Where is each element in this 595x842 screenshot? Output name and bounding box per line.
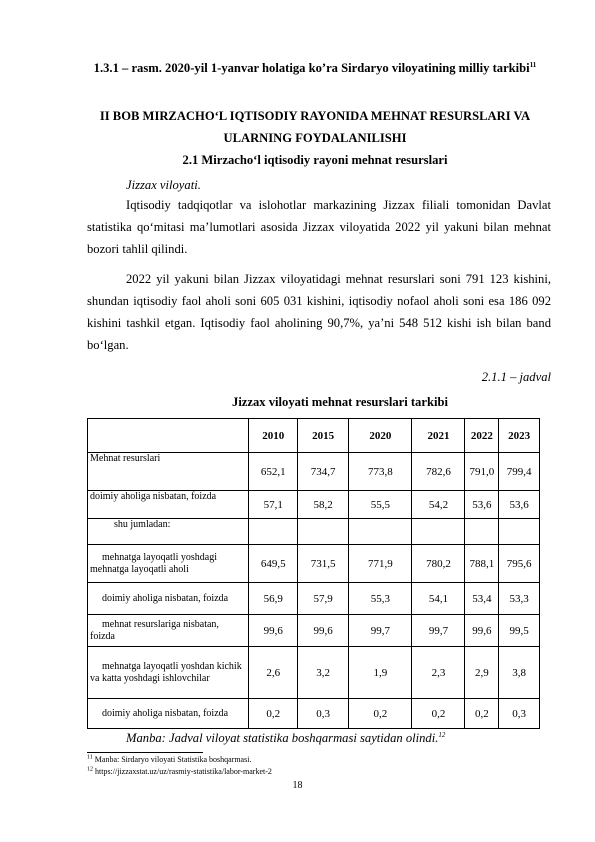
cell: 652,1 (249, 453, 298, 491)
cell: 0,2 (349, 699, 412, 729)
cell: 99,6 (249, 615, 298, 647)
cell: 0,3 (298, 699, 349, 729)
cell: 57,1 (249, 491, 298, 519)
cell: 99,6 (298, 615, 349, 647)
cell: 58,2 (298, 491, 349, 519)
cell: 55,5 (349, 491, 412, 519)
table-row (88, 453, 540, 491)
row-label: mehnatga layoqatli yoshdagi mehnatga layoqatli aholi (88, 545, 249, 583)
row-label: Mehnat resurslari (88, 453, 249, 491)
cell: 56,9 (249, 583, 298, 615)
footnote-12[interactable]: $^{12}$ https://jizzaxstat.uz/uz/rasmiy-statistika/labor-market-2 (87, 766, 272, 776)
table-header-row (88, 419, 540, 453)
cell: 2,6 (249, 647, 298, 699)
table-row (88, 519, 540, 545)
cell: 3,8 (499, 647, 540, 699)
cell: 0,3 (499, 699, 540, 729)
cell (412, 519, 465, 545)
cell (465, 519, 499, 545)
footnote-divider (87, 752, 203, 753)
table-row (88, 699, 540, 729)
cell: 2,3 (412, 647, 465, 699)
paragraph-2: 2022 yil yakuni bilan Jizzax viloyatidagi mehnat resurslari soni 791 123 kishini, shundan iqtisodiy faol aholi soni 605 031 kishini, iqtisodiy nofaol aholi soni esa 186 092 kishini tashkil etgan. Iqtisodiy faol aholining 90,7%, ya’ni 548 512 kishi ish bilan band bo‘lgan. (87, 272, 551, 352)
header-cell: 2010 (249, 419, 298, 453)
header-cell: 2020 (349, 419, 412, 453)
cell (349, 519, 412, 545)
header-cell: 2023 (499, 419, 540, 453)
subsection-title: Jizzax viloyati. (126, 178, 201, 192)
table-source: Manba: Jadval viloyat statistika boshqarmasi saytidan olindi.$^{12}$ (126, 730, 446, 745)
cell: 780,2 (412, 545, 465, 583)
row-label: mehnatga layoqatli yoshdan kichik va katta yoshdagi ishlovchilar (88, 647, 249, 699)
cell: 99,7 (412, 615, 465, 647)
row-label: doimiy aholiga nisbatan, foizda (88, 491, 249, 519)
table-row (88, 491, 540, 519)
cell: 57,9 (298, 583, 349, 615)
table-row (88, 647, 540, 699)
cell: 0,2 (249, 699, 298, 729)
table-row (88, 545, 540, 583)
page-number: 18 (292, 780, 303, 791)
header-cell: 2015 (298, 419, 349, 453)
cell: 54,2 (412, 491, 465, 519)
cell (249, 519, 298, 545)
cell: 771,9 (349, 545, 412, 583)
chapter-title: II BOB MIRZACHO‘L IQTISODIY RAYONIDA MEHNAT RESURSLARI VA ULARNING FOYDALANILISHI (99, 109, 531, 145)
cell: 53,4 (465, 583, 499, 615)
cell: 54,1 (412, 583, 465, 615)
footnote-11: $^{11}$ Manba: Sirdaryo viloyati Statistika boshqarmasi. (87, 754, 252, 764)
cell: 53,6 (499, 491, 540, 519)
footnote-ref-12[interactable]: 12 (438, 730, 446, 739)
cell: 99,7 (349, 615, 412, 647)
cell: 773,8 (349, 453, 412, 491)
row-label: mehnat resurslariga nisbatan, foizda (88, 615, 249, 647)
footnote-ref-11[interactable]: 11 (529, 60, 537, 69)
table-number: 2.1.1 – jadval (481, 370, 551, 384)
section-title: 2.1 Mirzacho‘l iqtisodiy rayoni mehnat resurslari (182, 153, 448, 167)
cell: 3,2 (298, 647, 349, 699)
cell: 731,5 (298, 545, 349, 583)
cell: 2,9 (465, 647, 499, 699)
header-cell: 2022 (465, 419, 499, 453)
cell: 0,2 (465, 699, 499, 729)
cell: 53,6 (465, 491, 499, 519)
cell: 99,5 (499, 615, 540, 647)
labor-resources-table (87, 418, 540, 729)
table-row (88, 583, 540, 615)
cell (499, 519, 540, 545)
row-label: shu jumladan: (88, 519, 249, 545)
cell (298, 519, 349, 545)
cell: 55,3 (349, 583, 412, 615)
row-label: doimiy aholiga nisbatan, foizda (88, 583, 249, 615)
cell: 791,0 (465, 453, 499, 491)
cell: 799,4 (499, 453, 540, 491)
table-title: Jizzax viloyati mehnat resurslari tarkibi (232, 395, 448, 409)
cell: 788,1 (465, 545, 499, 583)
row-label: doimiy aholiga nisbatan, foizda (88, 699, 249, 729)
cell: 649,5 (249, 545, 298, 583)
figure-caption: 1.3.1 – rasm. 2020-yil 1-yanvar holatiga ko’ra Sirdaryo viloyatining milliy tarkibi$^{11}$ (93, 60, 537, 75)
cell: 734,7 (298, 453, 349, 491)
table-row (88, 615, 540, 647)
paragraph-1: Iqtisodiy tadqiqotlar va islohotlar markazining Jizzax filiali tomonidan Davlat statistika qo‘mitasi ma’lumotlari asosida Jizzax viloyatida 2022 yil yakuni bilan mehnat bozori tahlil qilindi. (87, 198, 551, 256)
header-cell: 2021 (412, 419, 465, 453)
cell: 99,6 (465, 615, 499, 647)
cell: 0,2 (412, 699, 465, 729)
cell: 782,6 (412, 453, 465, 491)
header-cell (88, 419, 249, 453)
cell: 53,3 (499, 583, 540, 615)
cell: 795,6 (499, 545, 540, 583)
cell: 1,9 (349, 647, 412, 699)
